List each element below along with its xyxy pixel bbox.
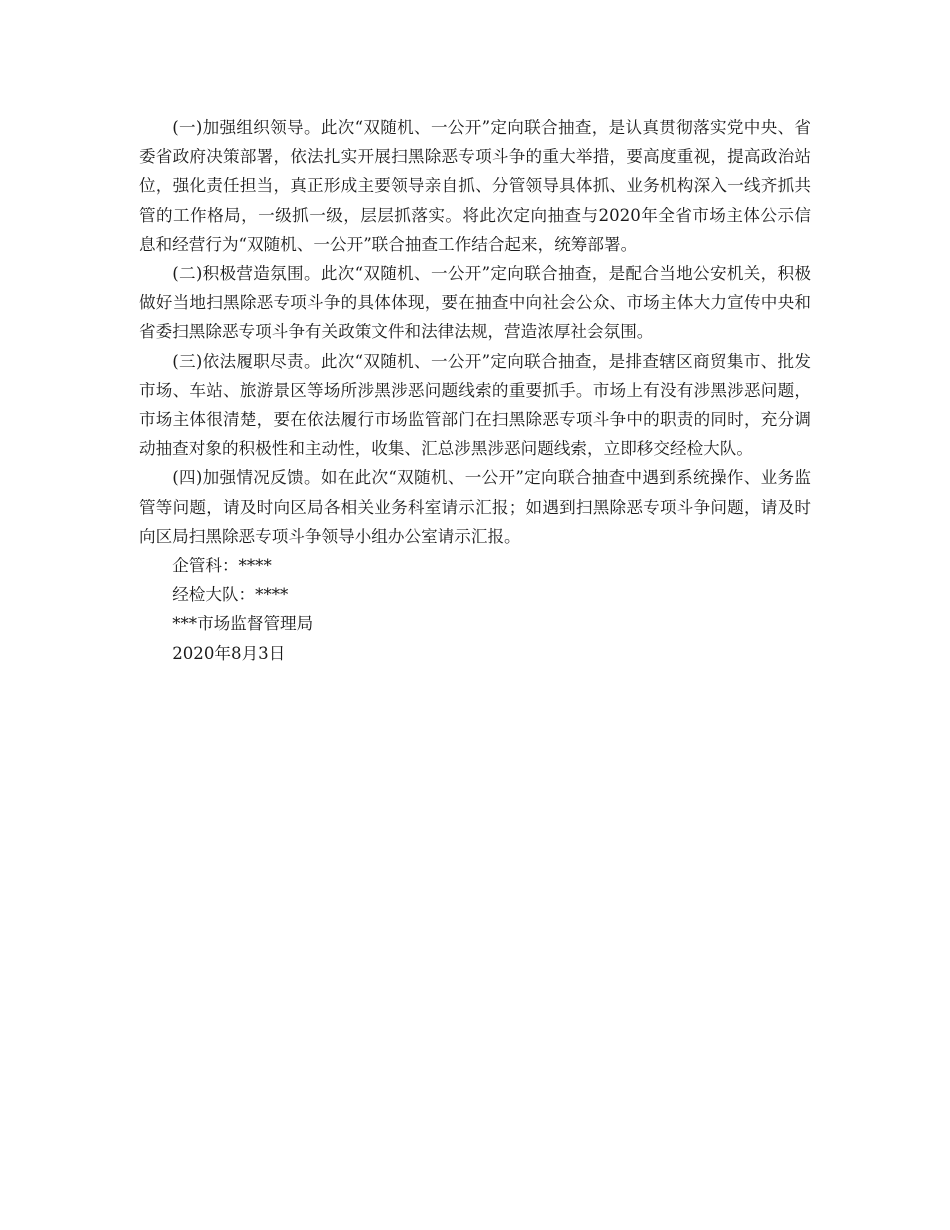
paragraph-organization-leadership: (一)加强组织领导。此次“双随机、一公开”定向联合抽查，是认真贯彻落实党中央、省委省政府决策部署，依法扎实开展扫黑除恶专项斗争的重大举措，要高度重视，提高政治站位，强化责任担当，真正形成主要领导亲自抓、分管领导具体抓、业务机构深入一线齐抓共管的工作格局，一级抓一级，层层抓落实。将此次定向抽查与2020年全省市场主体公示信息和经营行为“双随机、一公开”联合抽查工作结合起来，统筹部署。 — [139, 118, 811, 254]
paragraph-perform-duties: (三)依法履职尽责。此次“双随机、一公开”定向联合抽查，是排查辖区商贸集市、批发市场、车站、旅游景区等场所涉黑涉恶问题线索的重要抓手。市场上有没有涉黑涉恶问题，市场主体很清楚，要在依法履行市场监管部门在扫黑除恶专项斗争中的职责的同时，充分调动抽查对象的积极性和主动性，收集、汇总涉黑涉恶问题线索，立即移交经检大队。 — [139, 351, 811, 459]
paragraph-feedback: (四)加强情况反馈。如在此次“双随机、一公开”定向联合抽查中遇到系统操作、业务监管等问题，请及时向区局各相关业务科室请示汇报；如遇到扫黑除恶专项斗争问题，请及时向区局扫黑除恶专项斗争领导小组办公室请示汇报。 — [139, 468, 811, 546]
contact-economic-inspection: 经检大队：**** — [172, 585, 289, 605]
issuer-name: ***市场监督管理局 — [172, 614, 314, 634]
issue-date: 2020年8月3日 — [172, 643, 286, 663]
document-body — [139, 113, 811, 668]
paragraph-create-atmosphere: (二)积极营造氛围。此次“双随机、一公开”定向联合抽查，是配合当地公安机关，积极做好当地扫黑除恶专项斗争的具体体现，要在抽查中向社会公众、市场主体大力宣传中央和省委扫黑除恶专项斗争有关政策文件和法律法规，营造浓厚社会氛围。 — [139, 264, 811, 342]
contact-enterprise-management: 企管科：**** — [172, 556, 272, 576]
